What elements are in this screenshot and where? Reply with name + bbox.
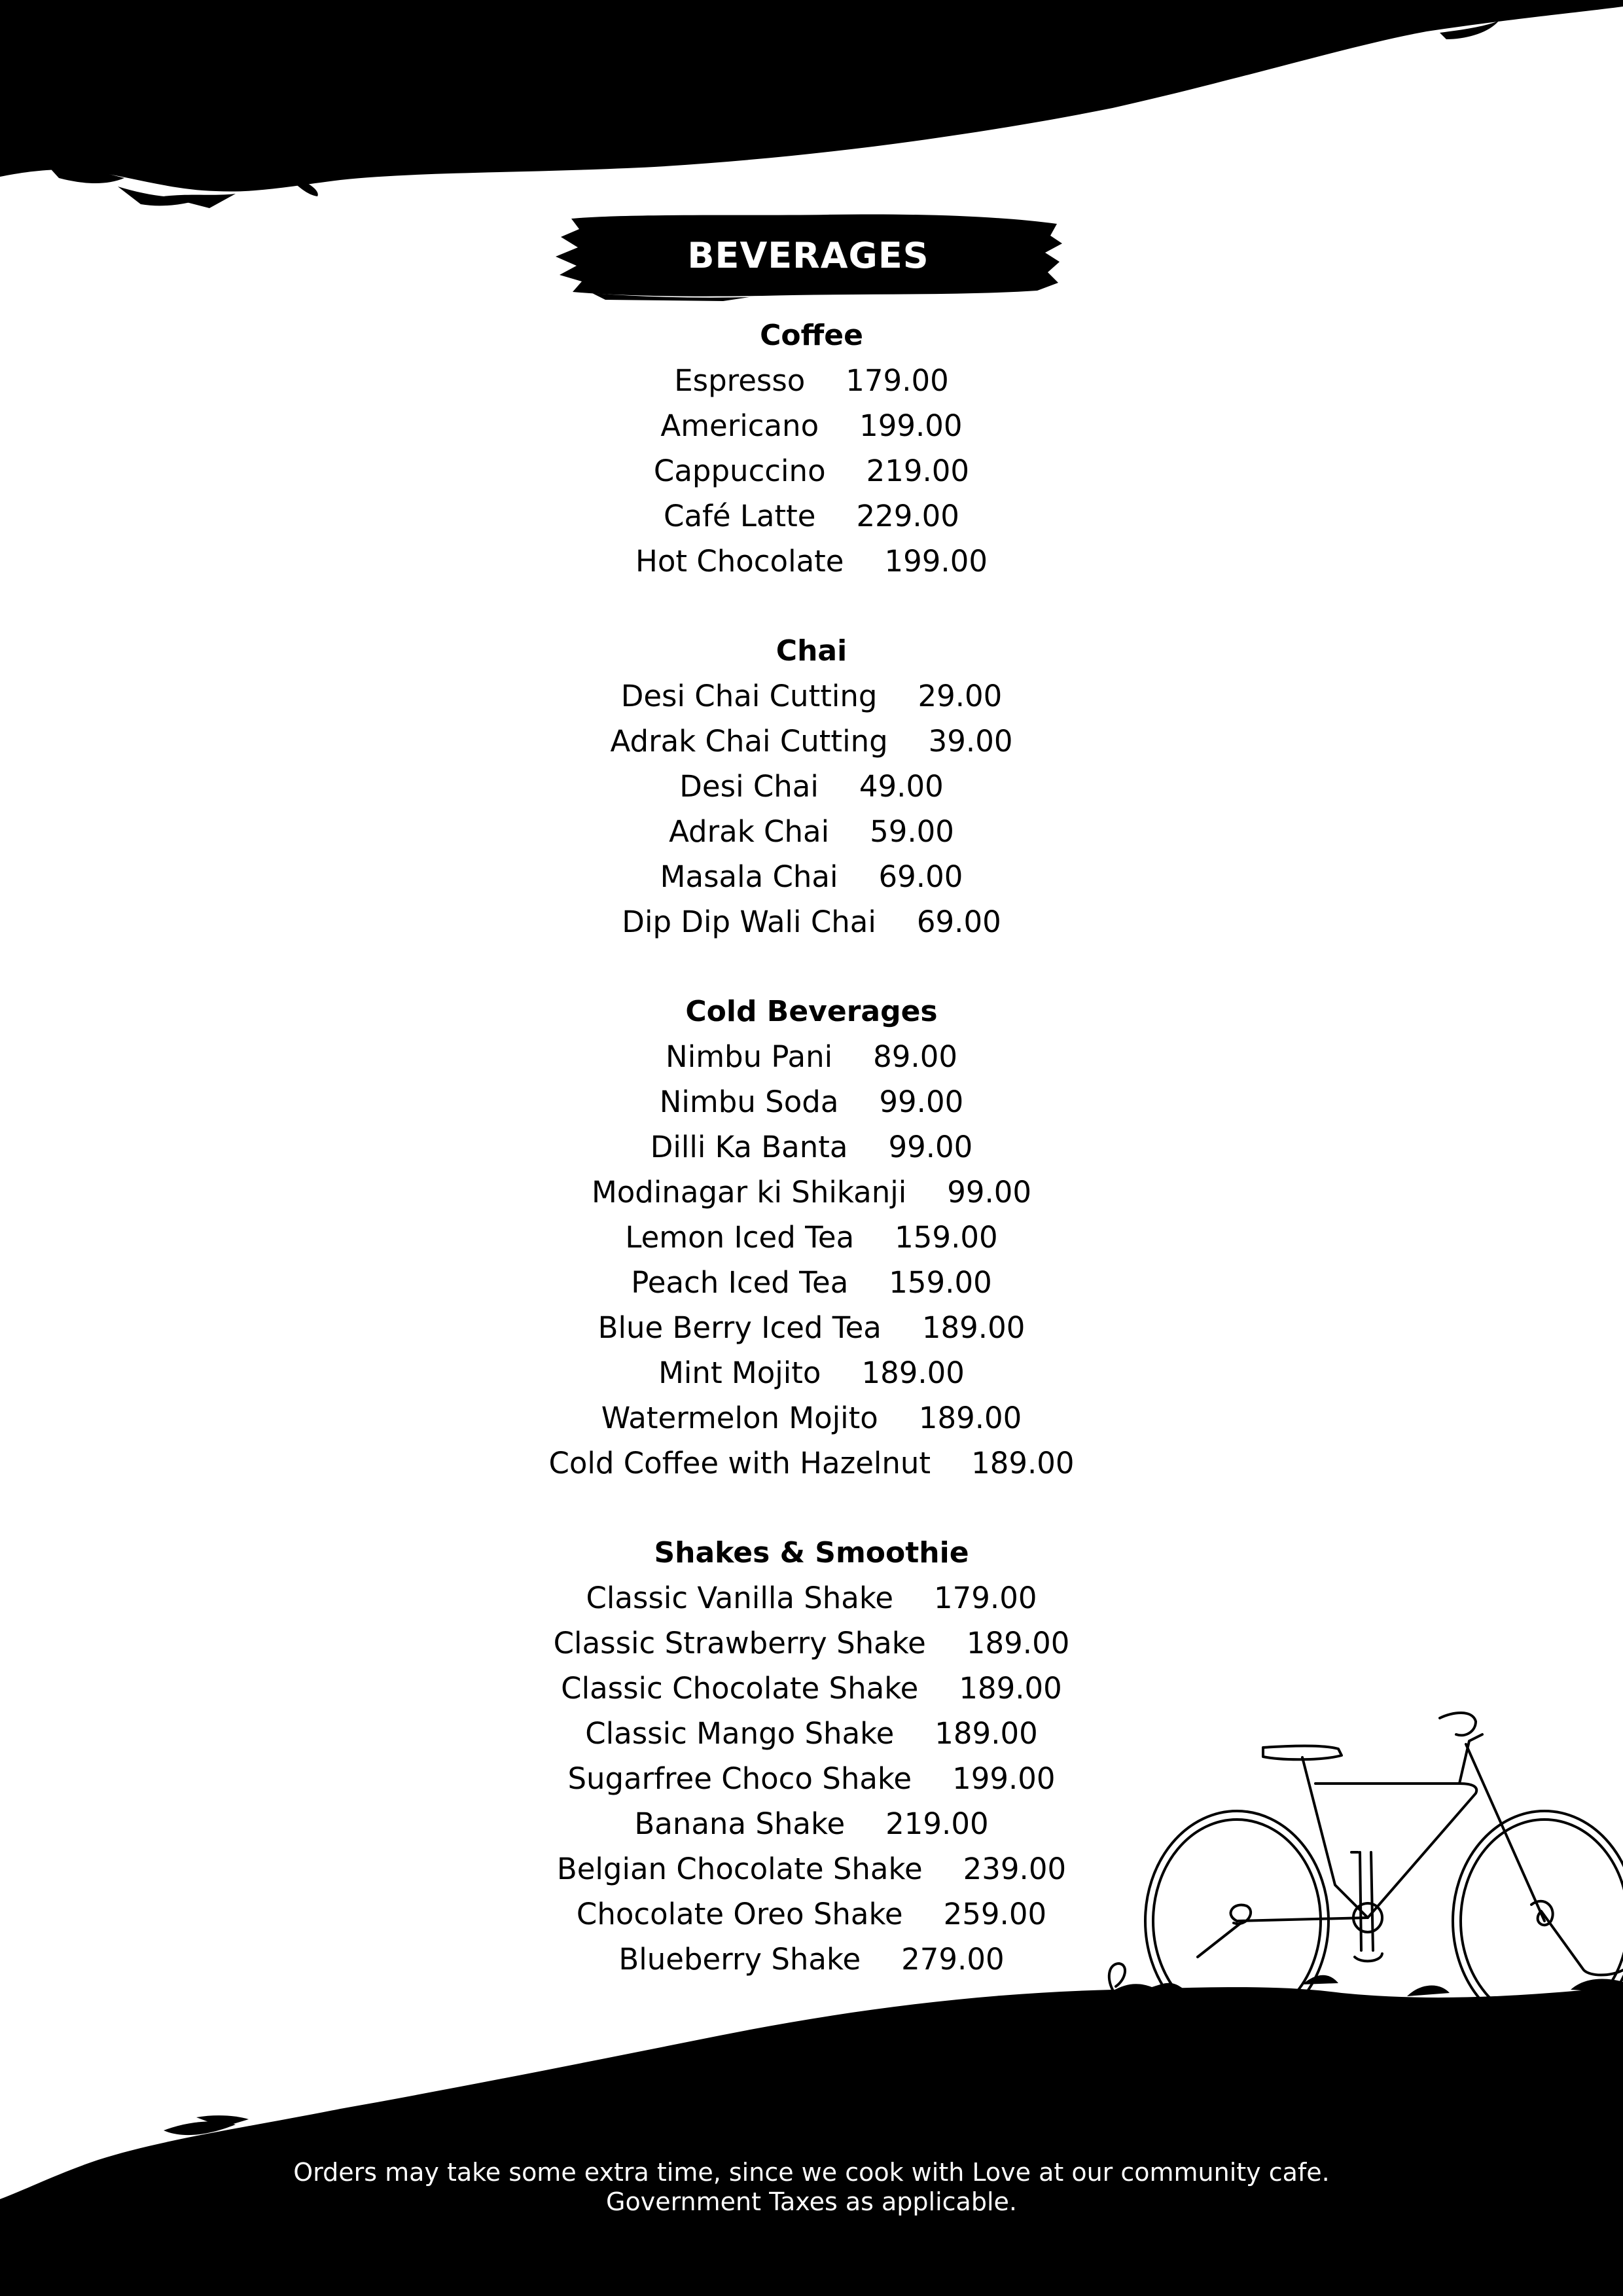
item-price: 199.00 (859, 408, 963, 443)
menu-item (0, 539, 1623, 584)
menu-item (0, 809, 1623, 854)
item-price: 69.00 (878, 859, 963, 894)
item-price: 219.00 (885, 1806, 989, 1841)
item-name: Blue Berry Iced Tea (597, 1310, 882, 1345)
item-price: 99.00 (879, 1085, 964, 1119)
item-price: 179.00 (934, 1581, 1037, 1615)
item-price: 199.00 (884, 544, 988, 579)
item-name: Classic Strawberry Shake (553, 1626, 926, 1660)
item-name: Adrak Chai Cutting (610, 724, 888, 759)
item-price: 179.00 (846, 363, 949, 398)
menu-item (0, 1305, 1623, 1350)
item-price: 159.00 (889, 1265, 992, 1300)
footer-note (0, 2158, 1623, 2217)
item-price: 189.00 (959, 1671, 1062, 1706)
section-heading: Chai (776, 634, 847, 668)
menu-item (0, 493, 1623, 539)
menu-item (0, 1892, 1623, 1937)
item-price: 189.00 (918, 1401, 1022, 1435)
menu-item (0, 1756, 1623, 1801)
menu-item (0, 1124, 1623, 1170)
menu-item (0, 1711, 1623, 1756)
item-name: Desi Chai Cutting (620, 679, 878, 713)
menu-item (0, 673, 1623, 719)
menu-item (0, 1575, 1623, 1621)
item-name: Peach Iced Tea (631, 1265, 849, 1300)
menu-item (0, 1350, 1623, 1395)
item-price: 189.00 (935, 1716, 1038, 1751)
item-price: 219.00 (866, 454, 970, 488)
item-price: 189.00 (971, 1446, 1075, 1480)
section-coffee (0, 313, 1623, 584)
item-price: 89.00 (873, 1039, 957, 1074)
menu-item (0, 1260, 1623, 1305)
menu-item (0, 448, 1623, 493)
item-price: 29.00 (918, 679, 1003, 713)
item-name: Chocolate Oreo Shake (576, 1897, 903, 1931)
menu-item (0, 899, 1623, 944)
item-price: 69.00 (916, 905, 1001, 939)
menu-item (0, 1170, 1623, 1215)
section-heading: Coffee (760, 319, 863, 352)
item-price: 99.00 (947, 1175, 1032, 1210)
section-heading: Cold Beverages (685, 995, 938, 1028)
menu-item (0, 1846, 1623, 1892)
item-price: 39.00 (928, 724, 1013, 759)
item-price: 239.00 (963, 1852, 1067, 1886)
menu-item (0, 1801, 1623, 1846)
item-name: Desi Chai (679, 769, 819, 804)
item-name: Belgian Chocolate Shake (556, 1852, 923, 1886)
item-price: 279.00 (901, 1942, 1005, 1977)
item-name: Cold Coffee with Hazelnut (548, 1446, 931, 1480)
footer-line: Government Taxes as applicable. (606, 2187, 1017, 2216)
item-price: 259.00 (943, 1897, 1047, 1931)
item-name: Dilli Ka Banta (650, 1130, 848, 1164)
menu-item (0, 719, 1623, 764)
menu-item (0, 1666, 1623, 1711)
item-name: Classic Mango Shake (585, 1716, 895, 1751)
item-name: Nimbu Soda (659, 1085, 839, 1119)
title-banner (553, 209, 1063, 301)
item-price: 99.00 (888, 1130, 973, 1164)
menu-item (0, 1621, 1623, 1666)
menu-item (0, 358, 1623, 403)
section-cold-beverages (0, 989, 1623, 1486)
item-name: Modinagar ki Shikanji (591, 1175, 907, 1210)
item-name: Espresso (674, 363, 806, 398)
page-title: BEVERAGES (687, 234, 929, 276)
menu-item (0, 1395, 1623, 1441)
menu-item (0, 1215, 1623, 1260)
item-name: Lemon Iced Tea (625, 1220, 855, 1255)
item-name: Banana Shake (634, 1806, 846, 1841)
item-name: Adrak Chai (669, 814, 830, 849)
section-heading: Shakes & Smoothie (654, 1536, 969, 1570)
footer-line: Orders may take some extra time, since we cook with Love at our community cafe. (293, 2158, 1330, 2187)
item-price: 49.00 (859, 769, 944, 804)
item-name: Blueberry Shake (618, 1942, 861, 1977)
menu-item (0, 854, 1623, 899)
item-name: Sugarfree Choco Shake (567, 1761, 912, 1796)
item-price: 229.00 (856, 499, 959, 533)
menu-item (0, 403, 1623, 448)
item-name: Nimbu Pani (666, 1039, 833, 1074)
item-name: Classic Chocolate Shake (561, 1671, 919, 1706)
item-name: Americano (660, 408, 819, 443)
item-price: 199.00 (952, 1761, 1056, 1796)
item-price: 189.00 (966, 1626, 1070, 1660)
item-name: Mint Mojito (658, 1355, 821, 1390)
item-name: Café Latte (664, 499, 816, 533)
item-price: 59.00 (870, 814, 954, 849)
section-shakes-smoothie (0, 1530, 1623, 1982)
section-chai (0, 628, 1623, 944)
menu-item (0, 1441, 1623, 1486)
item-name: Classic Vanilla Shake (586, 1581, 894, 1615)
item-name: Masala Chai (660, 859, 838, 894)
item-name: Hot Chocolate (635, 544, 844, 579)
item-price: 189.00 (921, 1310, 1026, 1345)
menu-item (0, 1079, 1623, 1124)
menu-item (0, 1937, 1623, 1982)
item-name: Watermelon Mojito (601, 1401, 878, 1435)
item-price: 159.00 (895, 1220, 998, 1255)
item-name: Cappuccino (653, 454, 826, 488)
menu-item (0, 764, 1623, 809)
item-name: Dip Dip Wali Chai (622, 905, 876, 939)
item-price: 189.00 (861, 1355, 965, 1390)
menu-item (0, 1034, 1623, 1079)
menu-list (0, 313, 1623, 1982)
